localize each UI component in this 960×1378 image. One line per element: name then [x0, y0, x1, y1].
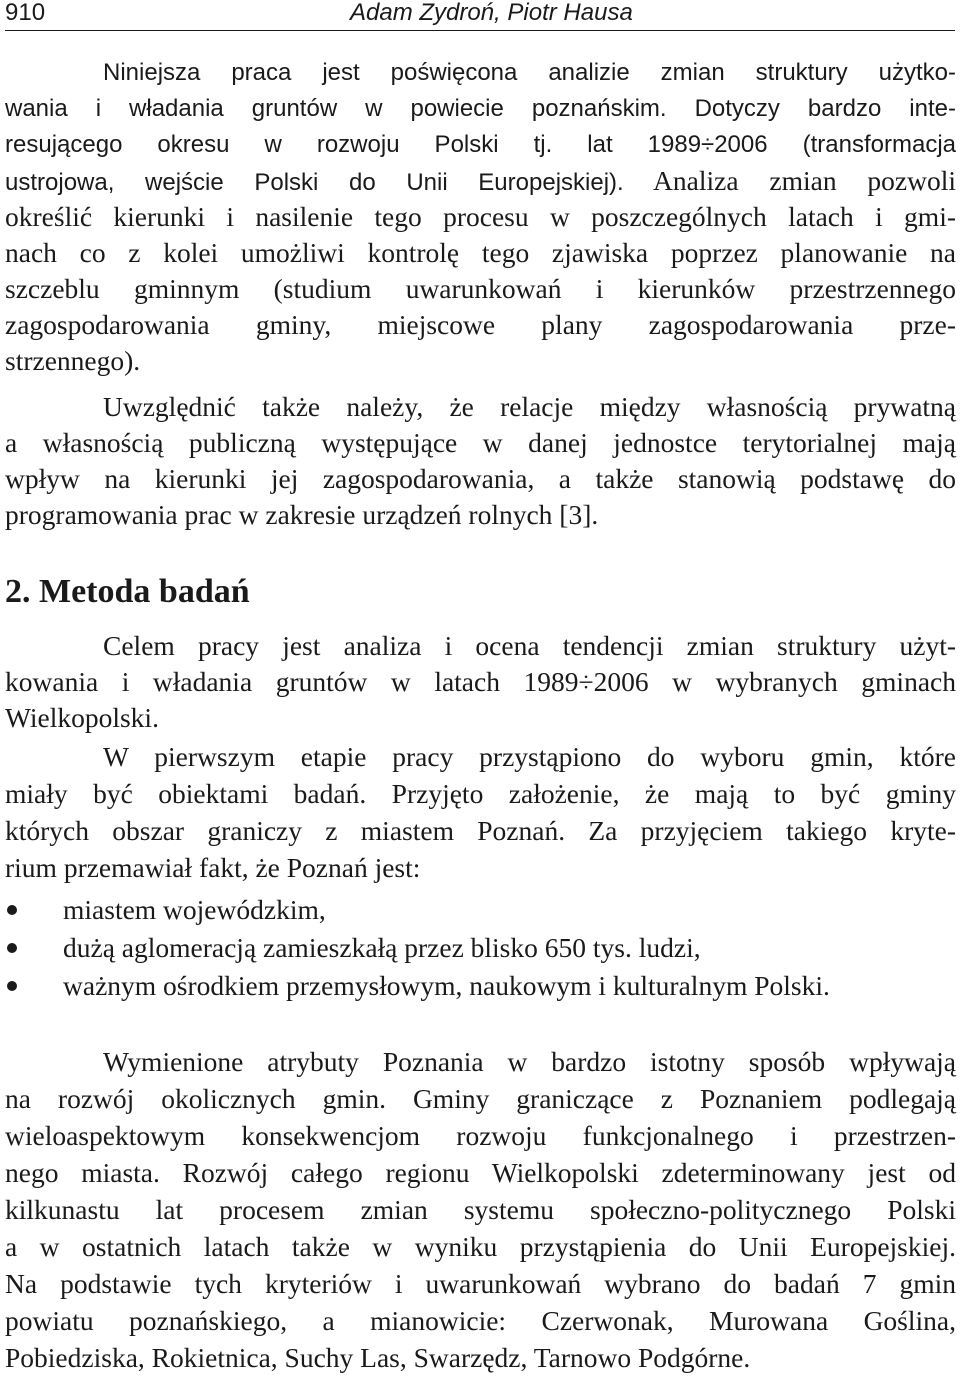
text-segment: ustrojowa, wejście Polski do Unii Europejskiej). — [5, 169, 624, 196]
text-line: Wymienione atrybuty Poznania w bardzo istotny sposób wpływają — [103, 1046, 956, 1077]
text-line: Celem pracy jest analiza i ocena tendencji zmian struktury użyt- — [103, 630, 956, 661]
header-rule — [5, 30, 955, 31]
text-line: powiatu poznańskiego, a mianowicie: Czerwonak, Murowana Goślina, — [5, 1305, 956, 1336]
text-line: nego miasta. Rozwój całego regionu Wielkopolski zdeterminowany jest od — [5, 1157, 956, 1188]
text-line: Niniejsza praca jest poświęcona analizie zmian struktury użytko- — [103, 59, 956, 86]
text-line: na rozwój okolicznych gmin. Gminy graniczące z Poznaniem podlegają — [5, 1083, 956, 1114]
list-item — [5, 892, 956, 928]
section-heading: 2. Metoda badań — [5, 573, 250, 610]
text-line: W pierwszym etapie pracy przystąpiono do wyboru gmin, które — [103, 741, 956, 772]
text-line: resującego okresu w rozwoju Polski tj. lat 1989÷2006 (transformacja — [5, 131, 956, 158]
text-line: kowania i władania gruntów w latach 1989÷2006 w wybranych gminach — [5, 666, 956, 697]
text-line: których obszar graniczy z miastem Poznań. Za przyjęciem takiego kryte- — [5, 815, 956, 846]
text-line: Wielkopolski. — [5, 702, 159, 733]
text-line: rium przemawiał fakt, że Poznań jest: — [5, 852, 421, 883]
bullet-icon — [7, 905, 17, 915]
text-line: szczeblu gminnym (studium uwarunkowań i kierunków przestrzennego — [5, 273, 956, 304]
text-line: miały być obiektami badań. Przyjęto założenie, że mają to być gminy — [5, 778, 956, 809]
text-line: a własnością publiczną występujące w danej jednostce terytorialnej mają — [5, 427, 956, 458]
text-line: strzennego). — [5, 345, 141, 376]
text-line: kilkunastu lat procesem zmian systemu społeczno-politycznego Polski — [5, 1194, 956, 1225]
bullet-icon — [7, 943, 17, 953]
bullet-icon — [7, 981, 17, 991]
text-line: Pobiedziska, Rokietnica, Suchy Las, Swarzędz, Tarnowo Podgórne. — [5, 1342, 751, 1373]
running-head-authors: Adam Zydroń, Piotr Hausa — [350, 0, 633, 26]
list-item-text: ważnym ośrodkiem przemysłowym, naukowym i kulturalnym Polski. — [63, 970, 830, 1001]
text-line: nach co z kolei umożliwi kontrolę tego zjawiska poprzez planowanie na — [5, 237, 956, 268]
page-number: 910 — [5, 0, 46, 26]
text-line: a w ostatnich latach także w wyniku przystąpienia do Unii Europejskiej. — [5, 1231, 956, 1262]
text-line: wania i władania gruntów w powiecie poznańskim. Dotyczy bardzo inte- — [5, 95, 956, 122]
list-item-text: dużą aglomeracją zamieszkałą przez blisko 650 tys. ludzi, — [63, 932, 701, 963]
text-segment: Analiza zmian pozwoli — [653, 165, 957, 196]
text-line: zagospodarowania gminy, miejscowe plany zagospodarowania prze- — [5, 309, 956, 340]
list-item-text: miastem wojewódzkim, — [63, 894, 326, 925]
text-line — [5, 163, 956, 199]
text-line: programowania prac w zakresie urządzeń rolnych [3]. — [5, 499, 599, 530]
text-line: Na podstawie tych kryteriów i uwarunkowań wybrano do badań 7 gmin — [5, 1268, 956, 1299]
list-item — [5, 968, 956, 1004]
page-header — [5, 0, 955, 32]
text-line: Uwzględnić także należy, że relacje między własnością prywatną — [103, 391, 956, 422]
text-line: wieloaspektowym konsekwencjom rozwoju funkcjonalnego i przestrzen- — [5, 1120, 956, 1151]
text-line: określić kierunki i nasilenie tego procesu w poszczególnych latach i gmi- — [5, 201, 956, 232]
text-line: wpływ na kierunki jej zagospodarowania, a także stanowią podstawę do — [5, 463, 956, 494]
list-item — [5, 930, 956, 966]
